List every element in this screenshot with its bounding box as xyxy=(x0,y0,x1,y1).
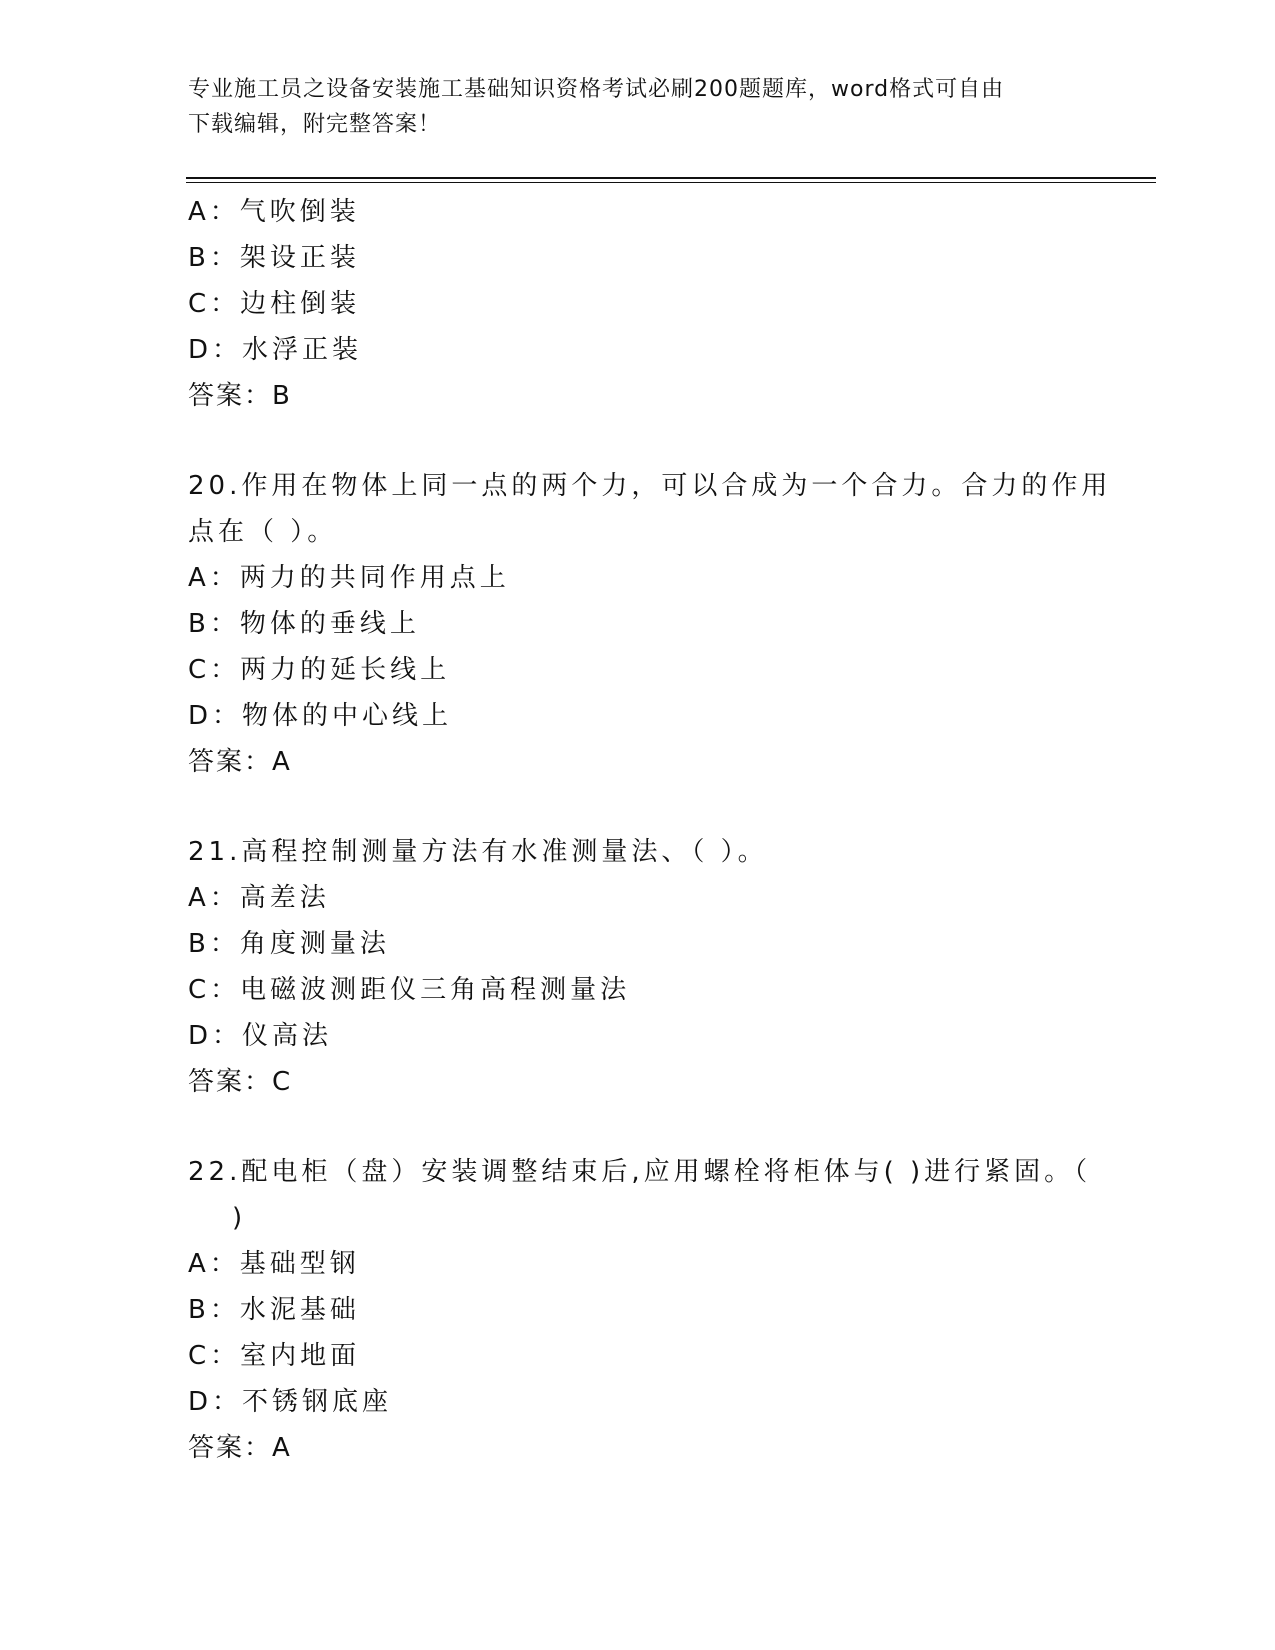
question-20 xyxy=(188,463,1112,785)
question-stem: 20.作用在物体上同一点的两个力，可以合成为一个合力。合力的作用 xyxy=(188,471,1112,501)
option-d: D：物体的中心线上 xyxy=(188,701,453,731)
question-stem: 21.高程控制测量方法有水准测量法、（ ）。 xyxy=(188,837,768,867)
question-stem-continued: ) xyxy=(232,1203,247,1233)
document-header xyxy=(188,72,1088,142)
option-a: A：气吹倒装 xyxy=(188,197,360,227)
answer-line: 答案：A xyxy=(188,747,292,777)
option-d: D：仪高法 xyxy=(188,1021,333,1051)
option-b: B：物体的垂线上 xyxy=(188,609,420,639)
spacer xyxy=(188,419,1088,463)
header-line-1: 专业施工员之设备安装施工基础知识资格考试必刷200题题库，word格式可自由 xyxy=(188,77,1005,102)
answer-line: 答案：A xyxy=(188,1433,292,1463)
option-b: B：水泥基础 xyxy=(188,1295,360,1325)
header-divider-thick xyxy=(186,177,1156,179)
option-c: C：边柱倒装 xyxy=(188,289,361,319)
spacer xyxy=(188,1105,1088,1149)
header-divider-thin xyxy=(186,182,1156,183)
question-list xyxy=(188,189,1112,1471)
option-a: A：两力的共同作用点上 xyxy=(188,563,510,593)
option-b: B：角度测量法 xyxy=(188,929,390,959)
question-stem-continued: 点在（ ）。 xyxy=(188,517,338,547)
question-22 xyxy=(188,1149,1092,1471)
option-c: C：电磁波测距仪三角高程测量法 xyxy=(188,975,631,1005)
answer-line: 答案：B xyxy=(188,381,292,411)
answer-line: 答案：C xyxy=(188,1067,293,1097)
question-stem: 22.配电柜（盘）安装调整结束后,应用螺栓将柜体与( )进行紧固。（ xyxy=(188,1157,1092,1187)
spacer xyxy=(188,785,1088,829)
header-line-2: 下载编辑，附完整答案！ xyxy=(188,112,442,137)
question-21 xyxy=(188,829,1088,1105)
option-d: D：水浮正装 xyxy=(188,335,363,365)
question-19-tail xyxy=(188,189,1088,419)
option-c: C：两力的延长线上 xyxy=(188,655,451,685)
option-c: C：室内地面 xyxy=(188,1341,361,1371)
option-b: B：架设正装 xyxy=(188,243,360,273)
option-a: A：高差法 xyxy=(188,883,330,913)
option-a: A：基础型钢 xyxy=(188,1249,360,1279)
option-d: D：不锈钢底座 xyxy=(188,1387,393,1417)
